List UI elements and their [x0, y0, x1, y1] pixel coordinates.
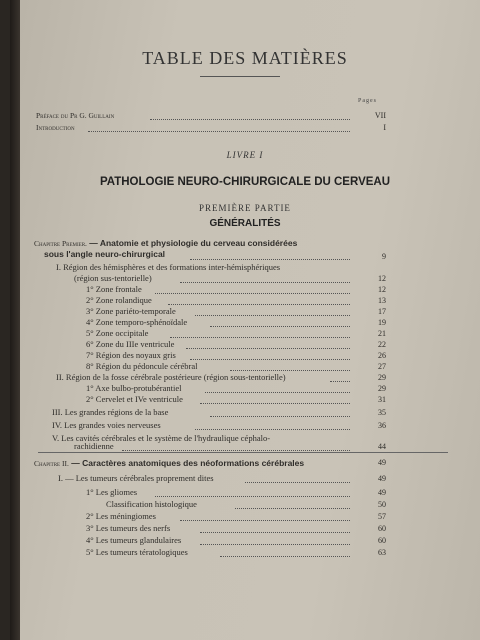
page-number: 13	[378, 296, 386, 305]
leader-dots	[200, 402, 350, 404]
leader-dots	[155, 495, 350, 497]
leader-dots	[235, 507, 350, 509]
leader-dots	[200, 531, 350, 533]
page-number: 26	[378, 351, 386, 360]
leader-dots	[210, 325, 350, 327]
toc-entry: 5° Les tumeurs tératologiques	[86, 547, 188, 557]
toc-entry: 2° Cervelet et IVe ventricule	[86, 394, 183, 404]
leader-dots	[195, 428, 350, 430]
page-number: 49	[378, 488, 386, 497]
pages-column-label: Pages	[358, 98, 377, 104]
toc-entry: 1° Les gliomes	[86, 487, 138, 497]
section-heading: GÉNÉRALITÉS	[209, 218, 281, 229]
page-number: 36	[378, 421, 386, 430]
page-gutter	[10, 0, 20, 640]
leader-dots	[195, 314, 350, 316]
chapter-heading: Chapitre Premier. — Anatomie et physiologie du cerveau considérées	[34, 238, 298, 248]
toc-entry: I. Région des hémisphères et des formations inter-hémisphériques	[56, 262, 281, 272]
toc-entry: Préface du Pr G. Guillain	[36, 111, 115, 120]
toc-entry: Classification histologique	[106, 499, 197, 509]
toc-entry: 5° Zone occipitale	[86, 328, 149, 338]
toc-entry: I. — Les tumeurs cérébrales proprement dites	[58, 473, 214, 483]
page-number: 21	[378, 329, 386, 338]
page-number: 35	[378, 408, 386, 417]
toc-entry: 4° Zone temporo-sphénoïdale	[86, 317, 188, 327]
page-number: 44	[378, 442, 386, 451]
toc-entry: 2° Les méningiomes	[86, 511, 156, 521]
toc-entry: 6° Zone du IIIe ventricule	[86, 339, 175, 349]
page-number: 12	[378, 285, 386, 294]
page-number: 12	[378, 274, 386, 283]
leader-dots	[210, 415, 350, 417]
toc-entry: 8° Région du pédoncule cérébral	[86, 361, 198, 371]
title-rule	[200, 76, 280, 77]
leader-dots	[190, 258, 350, 260]
chapter-heading-cont: sous l'angle neuro-chirurgical	[44, 249, 166, 259]
page-number: 50	[378, 500, 386, 509]
page-number: 49	[378, 474, 386, 483]
livre-label: LIVRE I	[226, 150, 264, 160]
toc-entry: V. Les cavités cérébrales et le système de l'hydraulique céphalo-	[52, 433, 271, 443]
leader-dots	[190, 358, 350, 360]
leader-dots	[180, 281, 350, 283]
leader-dots	[168, 303, 350, 305]
book-page	[10, 0, 480, 640]
leader-dots	[88, 130, 350, 132]
page-number: 9	[382, 252, 386, 261]
page-number: 27	[378, 362, 386, 371]
page-title: TABLE DES MATIÈRES	[142, 48, 348, 68]
leader-dots	[200, 543, 350, 545]
toc-entry: II. Région de la fosse cérébrale postérieure (région sous-tentorielle)	[56, 372, 286, 382]
toc-entry: Introduction	[36, 123, 75, 132]
leader-dots	[122, 449, 350, 451]
page-number: 22	[378, 340, 386, 349]
livre-heading: PATHOLOGIE NEURO-CHIRURGICALE DU CERVEAU	[99, 176, 391, 188]
divider	[38, 452, 448, 453]
toc-entry: rachidienne	[74, 441, 114, 451]
page-number: 63	[378, 548, 386, 557]
leader-dots	[155, 292, 350, 294]
toc-entry: (région sus-tentorielle)	[74, 273, 152, 283]
leader-dots	[170, 336, 350, 338]
leader-dots	[220, 555, 350, 557]
page-number: 57	[378, 512, 386, 521]
toc-entry: 4° Les tumeurs glandulaires	[86, 535, 182, 545]
toc-entry: 3° Les tumeurs des nerfs	[86, 523, 171, 533]
leader-dots	[245, 481, 350, 483]
page-number: 29	[378, 373, 386, 382]
toc-entry: 3° Zone pariéto-temporale	[86, 306, 176, 316]
page-number: 17	[378, 307, 386, 316]
page-number: 19	[378, 318, 386, 327]
leader-dots	[205, 391, 350, 393]
page-number: 60	[378, 524, 386, 533]
page-number: 29	[378, 384, 386, 393]
leader-dots	[330, 380, 350, 382]
toc-entry: III. Les grandes régions de la base	[52, 407, 169, 417]
chapter-heading: Chapitre II. — Caractères anatomiques des néoformations cérébrales	[34, 458, 305, 468]
toc-entry: 1° Axe bulbo-protubérantiel	[86, 383, 182, 393]
page-number: 49	[378, 458, 386, 467]
toc-entry: 7° Région des noyaux gris	[86, 350, 176, 360]
page-number: VII	[374, 111, 386, 120]
toc-entry: 2° Zone rolandique	[86, 295, 152, 305]
partie-label: PREMIÈRE PARTIE	[199, 203, 291, 213]
page-number: 60	[378, 536, 386, 545]
toc-entry: 1° Zone frontale	[86, 284, 142, 294]
leader-dots	[230, 369, 350, 371]
leader-dots	[186, 347, 350, 349]
leader-dots	[180, 519, 350, 521]
page-number: I	[383, 123, 386, 132]
leader-dots	[150, 118, 350, 120]
page-number: 31	[378, 395, 386, 404]
toc-entry: IV. Les grandes voies nerveuses	[52, 420, 161, 430]
